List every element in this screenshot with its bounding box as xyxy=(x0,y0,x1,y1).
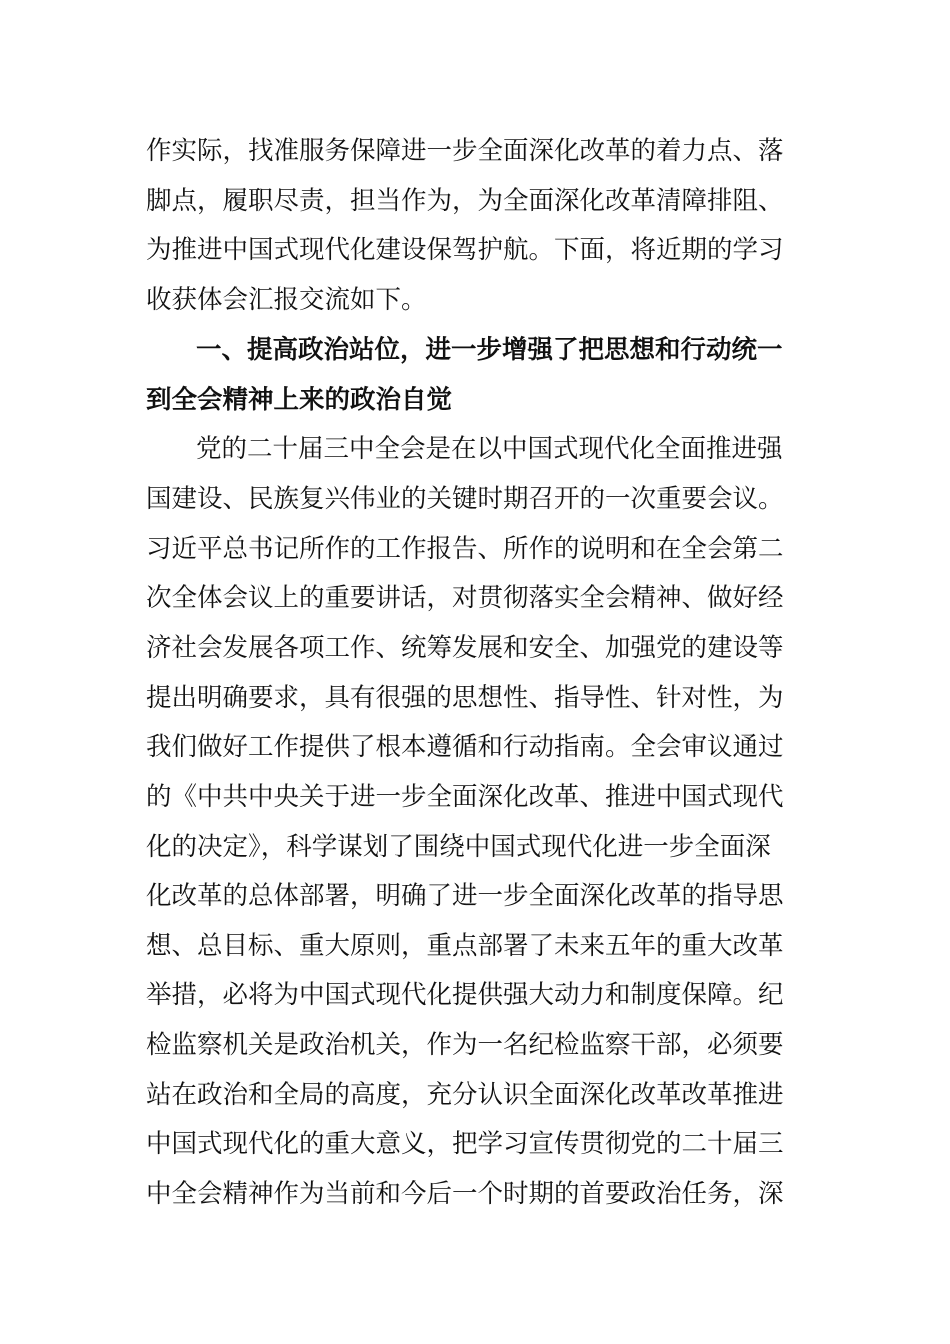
paragraph-line: 想、总目标、重大原则，重点部署了未来五年的重大改革 xyxy=(146,931,784,961)
paragraph-line: 作实际，找准服务保障进一步全面深化改革的着力点、落 xyxy=(146,136,784,166)
paragraph-line: 化改革的总体部署，明确了进一步全面深化改革的指导思 xyxy=(146,881,784,911)
paragraph-line: 习近平总书记所作的工作报告、所作的说明和在全会第二 xyxy=(146,534,784,564)
paragraph-line: 济社会发展各项工作、统筹发展和安全、加强党的建设等 xyxy=(146,633,784,663)
paragraph-line: 次全体会议上的重要讲话，对贯彻落实全会精神、做好经 xyxy=(146,583,784,613)
paragraph-line: 收获体会汇报交流如下。 xyxy=(146,285,427,315)
paragraph-line: 检监察机关是政治机关，作为一名纪检监察干部，必须要 xyxy=(146,1030,784,1060)
paragraph-line: 举措，必将为中国式现代化提供强大动力和制度保障。纪 xyxy=(146,980,784,1010)
paragraph-line: 的《中共中央关于进一步全面深化改革、推进中国式现代 xyxy=(146,782,784,812)
paragraph-line: 党的二十届三中全会是在以中国式现代化全面推进强 xyxy=(196,434,783,464)
paragraph-line: 脚点，履职尽责，担当作为，为全面深化改革清障排阻、 xyxy=(146,186,784,216)
paragraph-line: 站在政治和全局的高度，充分认识全面深化改革改革推进 xyxy=(146,1080,784,1110)
paragraph-line: 国建设、民族复兴伟业的关键时期召开的一次重要会议。 xyxy=(146,484,784,514)
section-heading-line: 一、提高政治站位，进一步增强了把思想和行动统一 xyxy=(196,335,783,365)
paragraph-line: 中国式现代化的重大意义，把学习宣传贯彻党的二十届三 xyxy=(146,1129,784,1159)
section-heading-line: 到全会精神上来的政治自觉 xyxy=(146,385,453,415)
paragraph-line: 化的决定》，科学谋划了围绕中国式现代化进一步全面深 xyxy=(146,832,771,862)
paragraph-line: 我们做好工作提供了根本遵循和行动指南。全会审议通过 xyxy=(146,732,784,762)
paragraph-line: 为推进中国式现代化建设保驾护航。下面，将近期的学习 xyxy=(146,235,784,265)
paragraph-line: 提出明确要求，具有很强的思想性、指导性、针对性，为 xyxy=(146,683,784,713)
paragraph-line: 中全会精神作为当前和今后一个时期的首要政治任务，深 xyxy=(146,1179,784,1209)
